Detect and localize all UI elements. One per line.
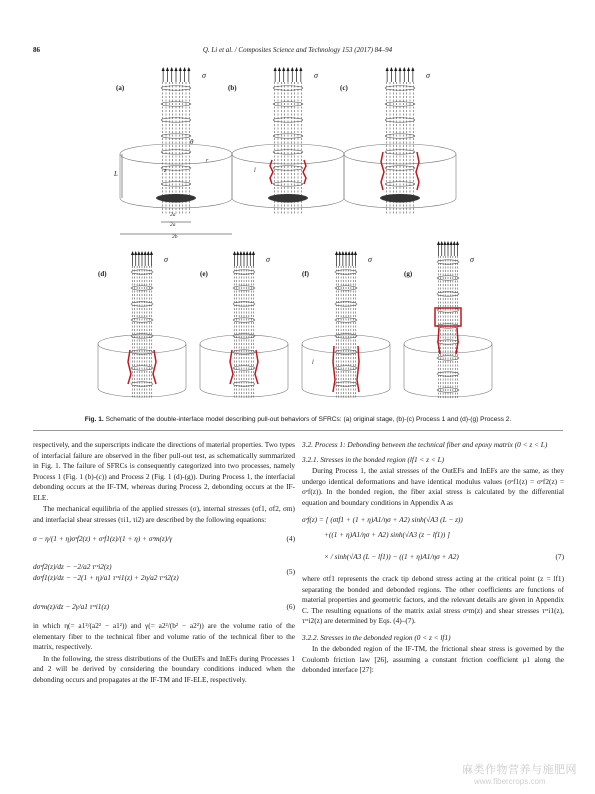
right-paragraph-2: where σtf1 represents the crack tip debond stress acting at the critical point (z = lf1) separating the bonded and debonded regions. The other coefficients are functions of material properties and geometric factors, and the relevant details are given in Appendix C. The resulting equations of the matrix axial stress σᶻm(z) and shear stresses τʳᶻi1(z), τʳᶻi2(z) are determined by Eqs. (4)–(7).: [302, 574, 564, 625]
load-arrow-head: [437, 241, 440, 245]
fiber-base: [268, 194, 308, 202]
debond-zone-left: [381, 152, 384, 190]
sigma-label: σ: [426, 71, 430, 80]
sigma-label: σ: [266, 255, 270, 264]
load-arrow-head: [166, 67, 169, 71]
sigma-label: σ: [470, 255, 474, 264]
panel-(c): [344, 67, 456, 214]
equation-5b: dσᶻf1(z)/dz − −2(1 + η)/a1 τʳᶻi1(z) + 2η/a2 τʳᶻi2(z): [33, 573, 179, 582]
panel-(e): [200, 251, 288, 398]
load-arrow-head: [291, 67, 294, 71]
load-arrow-head: [150, 251, 153, 255]
panel-(a): [120, 67, 232, 234]
panel-label: (g): [404, 270, 413, 278]
load-arrow-head: [450, 241, 453, 245]
panel-label: (a): [116, 84, 125, 92]
separator-rule: [33, 430, 563, 431]
load-arrow-head: [354, 251, 357, 255]
sigma-label: σ: [202, 71, 206, 80]
load-arrow-head: [386, 67, 389, 71]
panel-label: (e): [200, 270, 208, 278]
debond-zone-left: [230, 350, 233, 384]
load-arrow-head: [403, 67, 406, 71]
equation-7-number: (7): [555, 552, 564, 561]
load-arrow-head: [147, 251, 150, 255]
equation-7-line-3: × / sinh(√A3 (L − lf1)) − ((1 + η)A1/ησ + A2): [324, 552, 459, 561]
load-arrow-head: [274, 67, 277, 71]
load-arrow-head: [183, 67, 186, 71]
panel-label: (b): [228, 84, 237, 92]
load-arrow-head: [170, 67, 173, 71]
debond-zone-left: [438, 328, 440, 354]
panel-label: (c): [340, 84, 348, 92]
load-arrow-head: [252, 251, 255, 255]
fiber-base: [380, 194, 420, 202]
b-label: 2b: [172, 234, 178, 240]
fiber-base: [156, 194, 196, 202]
equation-4-body: σ − η/(1 + η)σᶻf2(z) + σᶻf1(z)/(1 + η) + σᶻm(z)/γ: [33, 534, 173, 543]
load-arrow-head: [440, 241, 443, 245]
panel-(b): [232, 67, 344, 214]
load-arrow-head: [174, 67, 177, 71]
left-column: [33, 440, 295, 686]
equation-7-line-2: +((1 + η)A1/ησ + A2) sinh(√A3 (z − lf1)) ]: [324, 530, 450, 539]
section-3-2-1-heading: 3.2.1. Stresses in the bonded region (lf1 < z < L): [302, 454, 445, 464]
lf1-label: l: [312, 360, 314, 366]
load-arrow-head: [131, 251, 134, 255]
a1-label: 2a: [170, 212, 176, 218]
sigma-label: σ: [164, 255, 168, 264]
equation-6-body: dσᶻm(z)/dz − 2γ/a1 τʳᶻi1(z): [33, 602, 110, 611]
load-arrow-head: [233, 251, 236, 255]
caption-label: Fig. 1.: [84, 416, 104, 423]
load-arrow-head: [278, 67, 281, 71]
load-arrow-head: [282, 67, 285, 71]
page-number: 86: [33, 46, 40, 54]
equation-5a: dσᶻf2(z)/dz − −2/a2 τʳᶻi2(z): [33, 562, 112, 571]
z-label: z: [164, 168, 167, 174]
load-arrow-head: [162, 67, 165, 71]
panel-(g): [404, 241, 492, 398]
load-arrow-head: [140, 251, 143, 255]
r-label: r: [206, 158, 209, 164]
left-paragraph-3: in which η(= a1²/(a2² − a1²)) and γ(= a2²/(b² − a2²)) are the volume ratio of the elementary fiber to the technical fiber and volume ratio of the technical fiber to the matrix, respectively.: [33, 621, 295, 651]
load-arrow-head: [344, 251, 347, 255]
load-arrow-head: [286, 67, 289, 71]
left-paragraph-2: The mechanical equilibria of the applied stresses (σ), internal stresses (σf1, σf2, σm) and interfacial shear stresses (τi1, τi2) are described by the following equations:: [33, 504, 295, 524]
load-arrow-head: [411, 67, 414, 71]
load-arrow-head: [407, 67, 410, 71]
load-arrow-head: [351, 251, 354, 255]
journal-citation: Q. Li et al. / Composites Science and Technology 153 (2017) 84–94: [202, 46, 393, 54]
debond-zone-right: [153, 350, 156, 384]
debond-zone-left: [128, 350, 131, 384]
load-arrow-head: [239, 251, 242, 255]
equation-7: [302, 512, 564, 574]
left-paragraph-1: respectively, and the superscripts indicate the directions of material properties. Two types of interfacial failure are observed in the fiber pull-out test, as schematically summarized in Fig. 1. The failure of SFRCs is consequently categorized into two processes, namely Process 1 (Fig. 1 (b)-(c)) and Process 2 (Fig. 1 (d)-(g)). During Process 1, the interfacial debonding occurs at the IF-TM, whereas during Process 2, debonding occurs at the IF-ELE.: [33, 440, 295, 502]
right-paragraph-1: During Process 1, the axial stresses of the OutEFs and InEFs are the same, as they undergo identical deformations and have identical modulus values (σᶻf1(z) = σᶻf2(z) = σᶻf(z)). In the bonded region, the fiber axial stress is calculated by the differential equation and boundary conditions in Appendix A as: [302, 466, 564, 507]
load-arrow-head: [249, 251, 252, 255]
load-arrow-head: [446, 241, 449, 245]
panel-(d): [98, 251, 186, 398]
sigma-label: σ: [314, 71, 318, 80]
debond-zone-right: [416, 152, 419, 190]
load-arrow-head: [137, 251, 140, 255]
load-arrow-head: [398, 67, 401, 71]
load-arrow-head: [246, 251, 249, 255]
load-arrow-head: [144, 251, 147, 255]
panel-label: (d): [98, 270, 107, 278]
theta-label: θ: [190, 138, 194, 146]
caption-text: Schematic of the double-interface model describing pull-out behaviors of SFRCs: (a) original stage, (b)-(c) Process 1 and (d)-(g) Process 2.: [105, 416, 512, 423]
panel-(f): [302, 251, 390, 398]
debond-zone-right: [255, 350, 258, 384]
load-arrow-head: [341, 251, 344, 255]
watermark-text: 麻类作物营养与施肥网: [462, 763, 577, 776]
load-arrow-head: [299, 67, 302, 71]
right-column: [302, 440, 564, 677]
equation-4-number: (4): [286, 534, 295, 543]
running-header: [33, 46, 562, 58]
debond-zone-right: [456, 328, 458, 354]
section-3-2-heading: 3.2. Process 1: Debonding between the technical fiber and epoxy matrix (0 < z < L): [302, 440, 548, 449]
load-arrow-head: [179, 67, 182, 71]
load-arrow-head: [335, 251, 338, 255]
left-paragraph-4: In the following, the stress distributions of the OutEFs and InEFs during Processes 1 and 2 will be derived by considering the boundary conditions induced when the debonding occurs and propagates at the IF-TM and IF-ELE, respectively.: [33, 653, 295, 684]
sigma-label: σ: [368, 255, 372, 264]
equation-6-number: (6): [286, 602, 295, 611]
watermark-url: www.fibercrops.com: [474, 777, 546, 786]
panel-label: (f): [302, 270, 309, 278]
load-arrow-head: [390, 67, 393, 71]
figure-caption: [33, 416, 563, 423]
load-arrow-head: [242, 251, 245, 255]
equation-5-number: (5): [286, 567, 295, 576]
load-arrow-head: [394, 67, 397, 71]
load-arrow-head: [348, 251, 351, 255]
right-paragraph-3: In the debonded region of the IF-TM, the frictional shear stress is governed by the Coulomb friction law [26], assuming a constant friction coefficient μ1 along the debonded interface [27]:: [302, 644, 564, 674]
equation-7-line-1: σᶻf(z) = [ (σtf1 + (1 + η)A1/ησ + A2) sinh(√A3 (L − z)): [302, 515, 463, 524]
equation-4: [33, 531, 295, 553]
equation-5: [33, 559, 295, 593]
figure-1-svg: [88, 62, 508, 412]
load-arrow-head: [453, 241, 456, 245]
L-label: L: [114, 170, 118, 178]
load-arrow-head: [134, 251, 137, 255]
a2-label: 2a: [170, 222, 176, 228]
load-arrow-head: [187, 67, 190, 71]
load-arrow-head: [443, 241, 446, 245]
load-arrow-head: [295, 67, 298, 71]
load-arrow-head: [338, 251, 341, 255]
load-arrow-head: [236, 251, 239, 255]
load-arrow-head: [456, 241, 459, 245]
section-3-2-2-heading: 3.2.2. Stresses in the debonded region (0 < z < lf1): [302, 632, 451, 642]
figure-1: [88, 62, 508, 412]
lf1-label: l: [254, 168, 256, 174]
equation-6: [33, 599, 295, 621]
